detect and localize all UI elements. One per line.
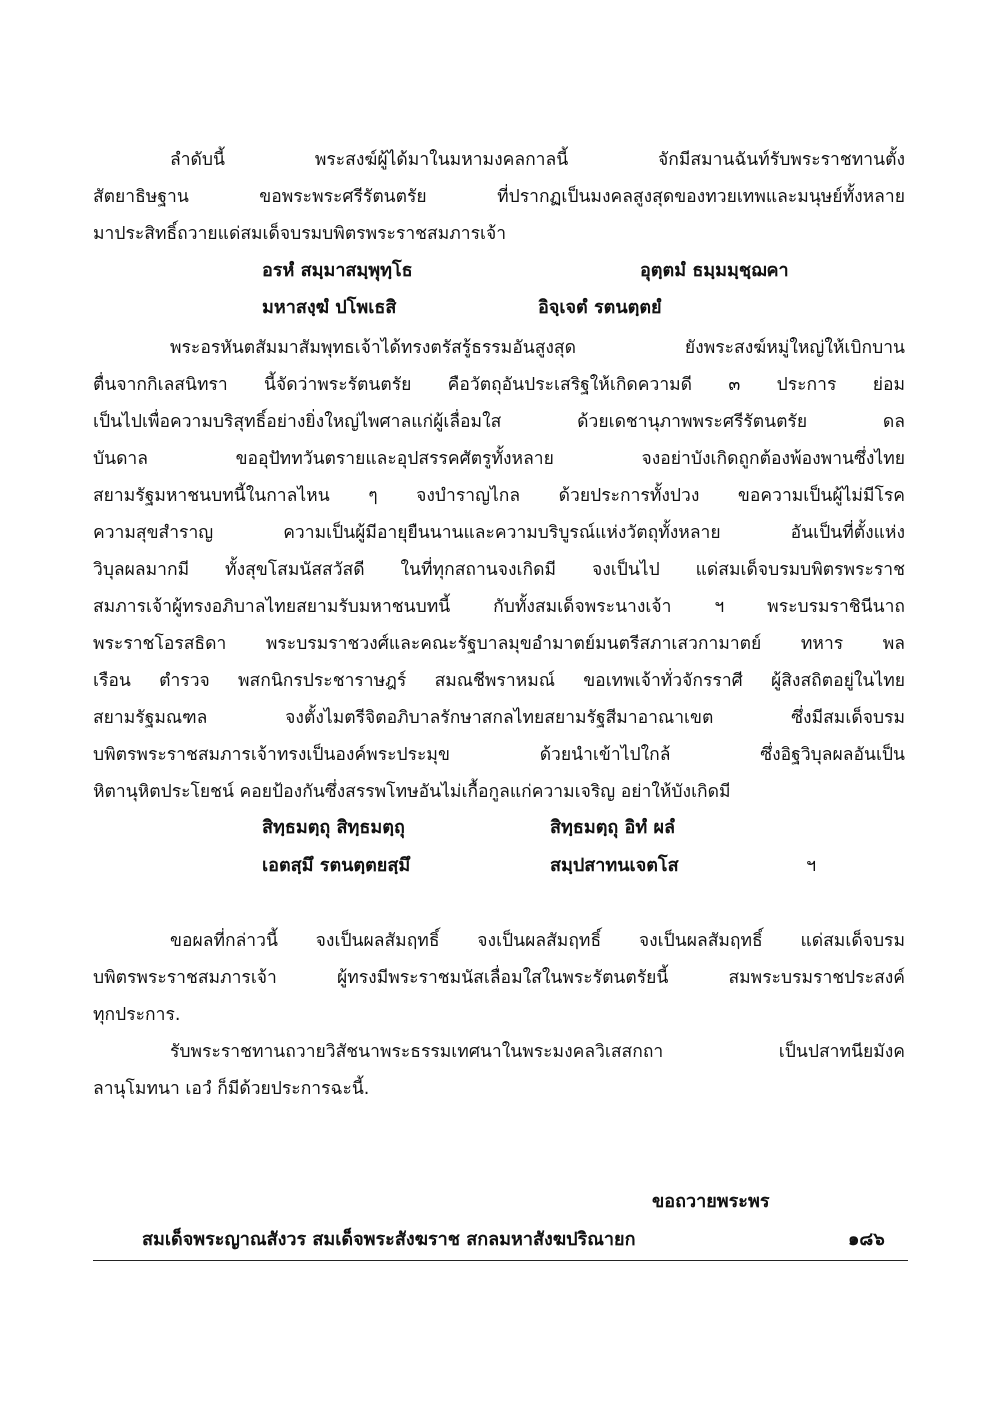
verse1-line1-right: อุตฺตมํ ธมฺมมฺชฺฌคา: [640, 260, 789, 281]
paragraph3-line-3: ทุกประการ.: [93, 1005, 181, 1025]
paragraph2-line-6: ความสุขสำราญ ความเป็นผู้มีอายุยืนนานและความบริบูรณ์แห่งวัตถุทั้งหลาย อันเป็นที่ตั้งแห่ง: [93, 523, 905, 543]
paragraph3-line-1: ขอผลที่กล่าวนี้ จงเป็นผลสัมฤทธิ์ จงเป็นผลสัมฤทธิ์ จงเป็นผลสัมฤทธิ์ แด่สมเด็จบรม: [170, 931, 905, 951]
paragraph2-line-10: เรือน ตำรวจ พสกนิกรประชาราษฎร์ สมณชีพราหมณ์ ขอเทพเจ้าทั่วจักรราศี ผู้สิงสถิตอยู่ในไทย: [93, 671, 905, 691]
paragraph2-line-12: บพิตรพระราชสมภารเจ้าทรงเป็นองค์พระประมุข ด้วยนำเข้าไปใกล้ ซึ่งอิฐวิบุลผลอันเป็น: [93, 745, 905, 765]
paragraph2-line-8: สมภารเจ้าผู้ทรงอภิบาลไทยสยามรับมหาชนบทนี้ กับทั้งสมเด็จพระนางเจ้า ฯ พระบรมราชินีนาถ: [93, 597, 905, 617]
paragraph1-line-3: มาประสิทธิ์ถวายแด่สมเด็จบรมบพิตรพระราชสมภารเจ้า: [93, 224, 507, 244]
verse1-line2-left: มหาสงฺฆํ ปโพเธสิ: [262, 297, 397, 318]
paragraph2-line-5: สยามรัฐมหาชนบทนี้ในกาลไหน ๆ จงบำราญไกล ด้วยประการทั้งปวง ขอความเป็นผู้ไม่มีโรค: [93, 486, 905, 506]
footer-rule: [93, 1260, 908, 1261]
paragraph2-line-3: เป็นไปเพื่อความบริสุทธิ์อย่างยิ่งใหญ่ไพศาลแก่ผู้เลื่อมใส ด้วยเดชานุภาพพระศรีรัตนตรัย ดล: [93, 412, 905, 432]
paragraph1-line-2: สัตยาธิษฐาน ขอพระพระศรีรัตนตรัย ที่ปรากฏเป็นมงคลสูงสุดของทวยเทพและมนุษย์ทั้งหลาย: [93, 187, 905, 207]
paragraph4-line-1: รับพระราชทานถวายวิสัชนาพระธรรมเทศนาในพระมงคลวิเสสกถา เป็นปสาทนียมังค: [170, 1042, 905, 1062]
verse2-line2-left: เอตสฺมึ รตนตฺตยสฺมึ: [262, 855, 411, 876]
closing-signatory: สมเด็จพระญาณสังวร สมเด็จพระสังฆราช สกลมหาสังฆปริณายก: [142, 1229, 636, 1250]
verse2-line1-right: สิทฺธมตฺถุ อิทํ ผลํ: [550, 817, 676, 838]
paragraph2-line-4: บันดาล ขออุปัททวันตรายและอุปสรรคศัตรูทั้งหลาย จงอย่าบังเกิดถูกต้องพ้องพานซึ่งไทย: [93, 449, 905, 469]
paragraph2-line-2: ตื่นจากกิเลสนิทรา นี้จัดว่าพระรัตนตรัย คือวัตถุอันประเสริฐให้เกิดความดี ๓ ประการ ย่อม: [93, 375, 905, 395]
paragraph2-line-11: สยามรัฐมณฑล จงตั้งไมตรีจิตอภิบาลรักษาสกลไทยสยามรัฐสีมาอาณาเขต ซึ่งมีสมเด็จบรม: [93, 708, 905, 728]
verse1-line1-left: อรหํ สมฺมาสมฺพุทฺโธ: [262, 260, 413, 281]
page-number: ๑๘๖: [848, 1229, 885, 1250]
paragraph2-line-13: หิตานุหิตประโยชน์ คอยป้องกันซึ่งสรรพโทษอันไม่เกื้อกูลแก่ความเจริญ อย่าให้บังเกิดมี: [93, 782, 731, 802]
paragraph3-line-2: บพิตรพระราชสมภารเจ้า ผู้ทรงมีพระราชมนัสเลื่อมใสในพระรัตนตรัยนี้ สมพระบรมราชประสงค์: [93, 968, 905, 988]
paragraph2-line-1: พระอรหันตสัมมาสัมพุทธเจ้าได้ทรงตรัสรู้ธรรมอันสูงสุด ยังพระสงฆ์หมู่ใหญ่ให้เบิกบาน: [170, 338, 905, 358]
paragraph4-line-2: ลานุโมทนา เอวํ ก็มีด้วยประการฉะนี้.: [93, 1079, 370, 1099]
verse1-line2-right: อิจฺเจตํ รตนตฺตยํ: [538, 297, 662, 318]
paragraph2-line-7: วิบุลผลมากมี ทั้งสุขโสมนัสสวัสดี ในที่ทุกสถานจงเกิดมี จงเป็นไป แด่สมเด็จบรมบพิตรพระราช: [93, 560, 905, 580]
paragraph2-line-9: พระราชโอรสธิดา พระบรมราชวงศ์และคณะรัฐบาลมุขอำมาตย์มนตรีสภาเสวกามาตย์ ทหาร พล: [93, 634, 905, 654]
verse2-line2-right: สมฺปสาทนเจตโส: [550, 855, 679, 876]
closing-blessing: ขอถวายพระพร: [652, 1191, 770, 1212]
verse2-line1-left: สิทฺธมตฺถุ สิทฺธมตฺถุ: [262, 817, 405, 838]
verse2-end-mark: ฯ: [806, 855, 817, 876]
paragraph1-line-1: ลำดับนี้ พระสงฆ์ผู้ได้มาในมหามงคลกาลนี้ จักมีสมานฉันท์รับพระราชทานตั้ง: [170, 150, 905, 170]
